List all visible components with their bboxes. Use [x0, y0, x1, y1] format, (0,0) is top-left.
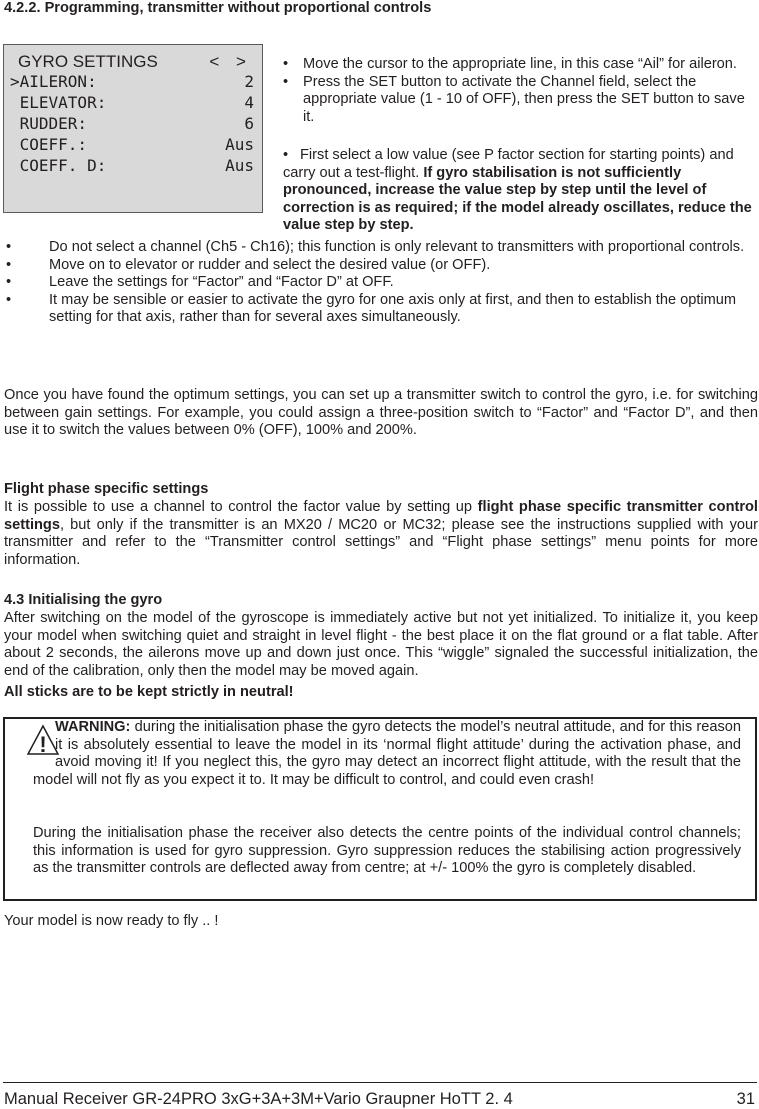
- full-bullet-list: [4, 239, 758, 327]
- footer-divider: [3, 1082, 757, 1083]
- display-row-aileron: [10, 71, 254, 93]
- icon-spacer: [33, 719, 55, 771]
- list-item-text: Press the SET button to activate the Channel field, select the appropriate value (1 - 10 of OFF), then press the SET button to save it.: [303, 73, 745, 125]
- list-item-text: Do not select a channel (Ch5 - Ch16); this function is only relevant to transmitters with proportional controls.: [49, 239, 745, 255]
- row-value: 4: [244, 93, 254, 112]
- warning-body-1: during the initialisation phase the gyro detects the model’s neutral attitude, and for this reason it is absolutely essential to leave the model in its ‘normal flight attitude’ during the activation phase, and avoid moving it! If you neglect this, the gyro may detect an incorrect flight attitude, with the result that the model will not fly as you expect it to. It may be difficult to control, and could even crash!: [33, 719, 741, 788]
- display-row-coeff-d: [10, 155, 254, 177]
- list-item: [4, 257, 758, 275]
- gyro-settings-display: [3, 44, 263, 213]
- warning-glyph: !: [39, 732, 47, 757]
- list-item: [4, 239, 758, 257]
- row-value: 6: [244, 114, 254, 133]
- flight-phase-text-a: It is possible to use a channel to control the factor value by setting up: [4, 499, 478, 515]
- bullet-glyph: •: [6, 291, 12, 308]
- bullet3-text: First select a low value (see P factor section for starting points) and carry out a test-flight.: [283, 147, 734, 181]
- warning-label: WARNING:: [55, 719, 131, 735]
- row-label: COEFF.:: [10, 135, 88, 154]
- init-paragraph: After switching on the model of the gyroscope is immediately active but not yet initialized. To initialize it, you keep your model when switching quiet and straight in level flight - the best place it on the flat ground or a flat table. After about 2 seconds, the ailerons move up and down just once. This “wiggle” signaled the successful initialization, the end of the calibration, only then the model may be moved again.: [4, 610, 758, 679]
- bullet-glyph: •: [283, 147, 289, 163]
- row-value: 2: [244, 72, 254, 91]
- init-bold-note: All sticks are to be kept strictly in neutral!: [4, 684, 294, 700]
- bullet-glyph: •: [6, 256, 12, 273]
- display-row-rudder: [10, 113, 254, 135]
- list-item-text: Leave the settings for “Factor” and “Factor D” at OFF.: [49, 274, 394, 291]
- list-item-text: [283, 147, 759, 235]
- list-item: [283, 74, 757, 127]
- display-row-elevator: [10, 92, 254, 114]
- row-value: Aus: [225, 135, 254, 154]
- warning-box: [3, 717, 757, 901]
- footer-title: Manual Receiver GR-24PRO 3xG+3A+3M+Vario Graupner HoTT 2. 4: [4, 1090, 513, 1108]
- right-bullet-list: [283, 56, 757, 126]
- row-label: RUDDER:: [10, 114, 88, 133]
- flight-phase-heading: Flight phase specific settings: [4, 481, 209, 497]
- flight-phase-paragraph: [4, 499, 758, 569]
- page-number: 31: [736, 1090, 755, 1108]
- flight-phase-bold: flight phase specific transmitter control settings: [4, 499, 758, 533]
- row-label: >AILERON:: [10, 72, 97, 91]
- bullet-glyph: •: [283, 56, 289, 72]
- list-item: [283, 147, 759, 235]
- list-item: [283, 56, 757, 74]
- init-heading: 4.3 Initialising the gyro: [4, 592, 163, 608]
- list-item-text: Move the cursor to the appropriate line, in this case “Ail” for aileron.: [303, 56, 737, 72]
- list-item-text: Move on to elevator or rudder and select the desired value (or OFF).: [49, 256, 491, 273]
- paragraph-optimum: Once you have found the optimum settings, you can set up a transmitter switch to control the gyro, i.e. for switching between gain settings. For example, you could assign a three-position switch to “Factor” and “Factor D”, and then use it to switch the values between 0% (OFF), 100% and 200%.: [4, 387, 758, 439]
- display-title: GYRO SETTINGS: [18, 52, 158, 71]
- bullet-glyph: •: [283, 73, 289, 90]
- section-heading: 4.2.2. Programming, transmitter without proportional controls: [4, 0, 432, 16]
- row-value: Aus: [225, 156, 254, 175]
- list-item: [4, 274, 758, 292]
- warning-text-1: [33, 719, 741, 789]
- bullet-glyph: •: [6, 239, 12, 255]
- list-item-text: It may be sensible or easier to activate the gyro for one axis only at first, and then to establish the optimum setting for that axis, rather than for several axes simultaneously.: [49, 291, 737, 326]
- bullet3-bold-text: If gyro stabilisation is not sufficiently pronounced, increase the value step by step until the level of correction is as required; if the model already oscillates, reduce the value step by step.: [283, 164, 752, 234]
- flight-phase-text-b: , but only if the transmitter is an MX20 / MC20 or MC32; please see the instructions supplied with your transmitter and refer to the “Transmitter control settings” and “Flight phase settings” menu points for more information.: [4, 516, 758, 568]
- list-item: [4, 292, 758, 327]
- closing-line: Your model is now ready to fly .. !: [4, 913, 219, 929]
- row-label: COEFF. D:: [10, 156, 107, 175]
- display-row-coeff: [10, 134, 254, 156]
- display-nav-arrows: < >: [209, 52, 252, 71]
- bullet-glyph: •: [6, 274, 12, 291]
- warning-text-2: During the initialisation phase the receiver also detects the centre points of the individual control channels; this information is used for gyro suppression. Gyro suppression reduces the stabilising action progressively as the transmitter controls are deflected away from centre; at +/- 100% the gyro is completely disabled.: [33, 825, 741, 877]
- row-label: ELEVATOR:: [10, 93, 107, 112]
